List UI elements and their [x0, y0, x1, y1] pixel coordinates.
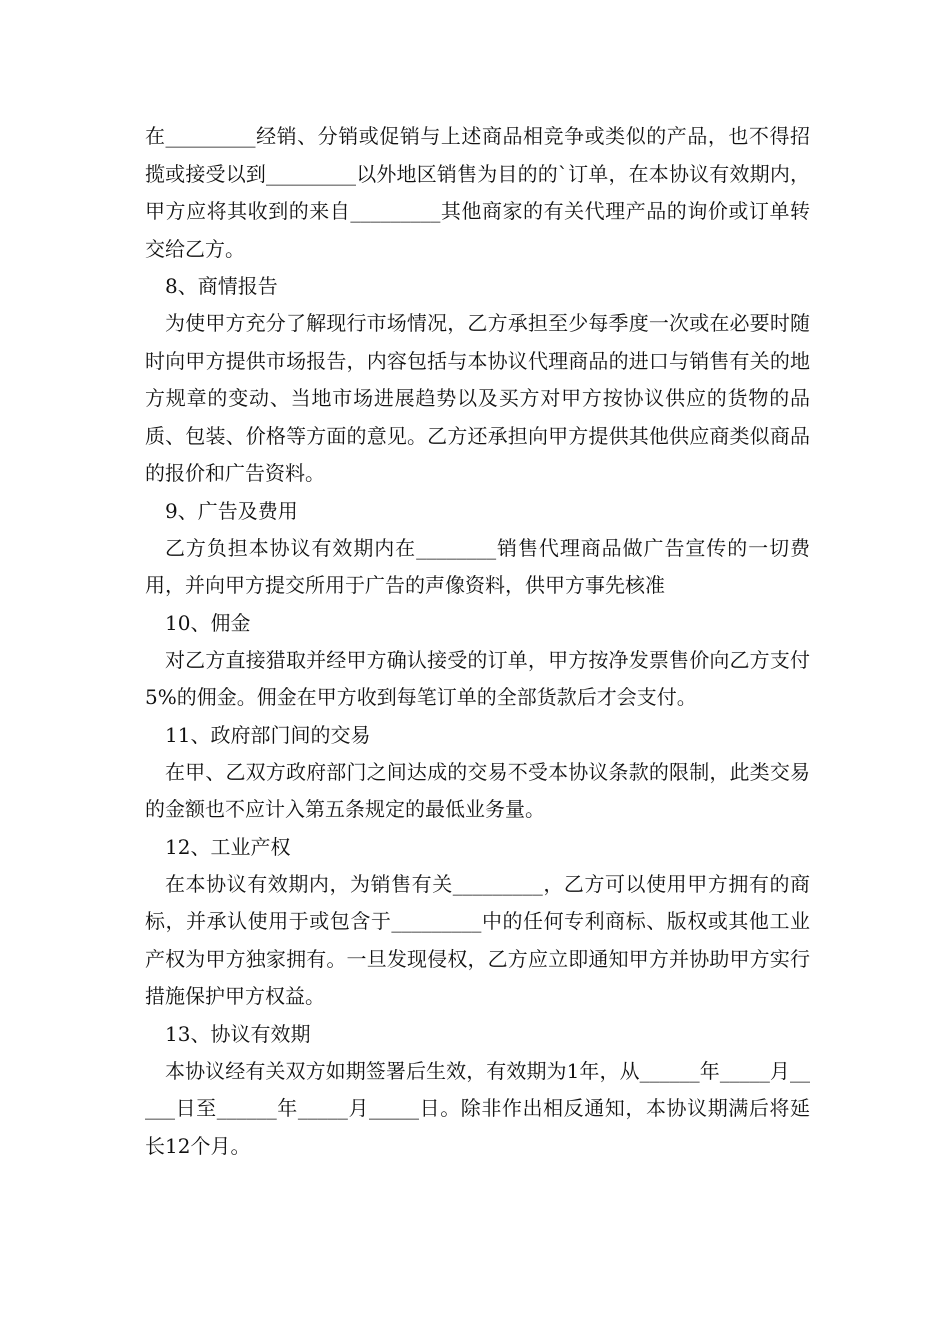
paragraph-clause-13: 本协议经有关双方如期签署后生效，有效期为1年，从______年_____月_____日至______年_____月_____日。除非作出相反通知，本协议期满后将延长12个月。: [145, 1058, 810, 1158]
heading-clause-9: 9、广告及费用: [165, 498, 298, 523]
paragraph-clause-8: 为使甲方充分了解现行市场情况，乙方承担至少每季度一次或在必要时随时向甲方提供市场报告，内容包括与本协议代理商品的进口与销售有关的地方规章的变动、当地市场进展趋势以及买方对甲方按协议供应的货物的品质、包装、价格等方面的意见。乙方还承担向甲方提供其他供应商类似商品的报价和广告资料。: [145, 311, 810, 485]
paragraph-clause7-continuation: 在_________经销、分销或促销与上述商品相竞争或类似的产品，也不得招揽或接受以到_________以外地区销售为目的的`订单，在本协议有效期内，甲方应将其收到的来自_________其他商家的有关代理产品的询价或订单转交给乙方。: [145, 124, 810, 261]
paragraph-clause-10: 对乙方直接猎取并经甲方确认接受的订单，甲方按净发票售价向乙方支付5%的佣金。佣金在甲方收到每笔订单的全部货款后才会支付。: [145, 647, 810, 709]
paragraph-clause-9: 乙方负担本协议有效期内在________销售代理商品做广告宣传的一切费用，并向甲方提交所用于广告的声像资料，供甲方事先核准: [145, 535, 810, 597]
document-body: [145, 118, 810, 1165]
heading-clause-13: 13、协议有效期: [165, 1021, 311, 1046]
paragraph-clause-11: 在甲、乙双方政府部门之间达成的交易不受本协议条款的限制，此类交易的金额也不应计入第五条规定的最低业务量。: [145, 759, 810, 821]
paragraph-clause-12: 在本协议有效期内，为销售有关_________，乙方可以使用甲方拥有的商标，并承认使用于或包含于_________中的任何专利商标、版权或其他工业产权为甲方独家拥有。一旦发现侵权，乙方应立即通知甲方并协助甲方实行措施保护甲方权益。: [145, 871, 810, 1008]
heading-clause-10: 10、佣金: [165, 610, 251, 635]
heading-clause-11: 11、政府部门间的交易: [165, 722, 371, 747]
heading-clause-8: 8、商情报告: [165, 274, 278, 298]
heading-clause-12: 12、工业产权: [165, 834, 291, 859]
